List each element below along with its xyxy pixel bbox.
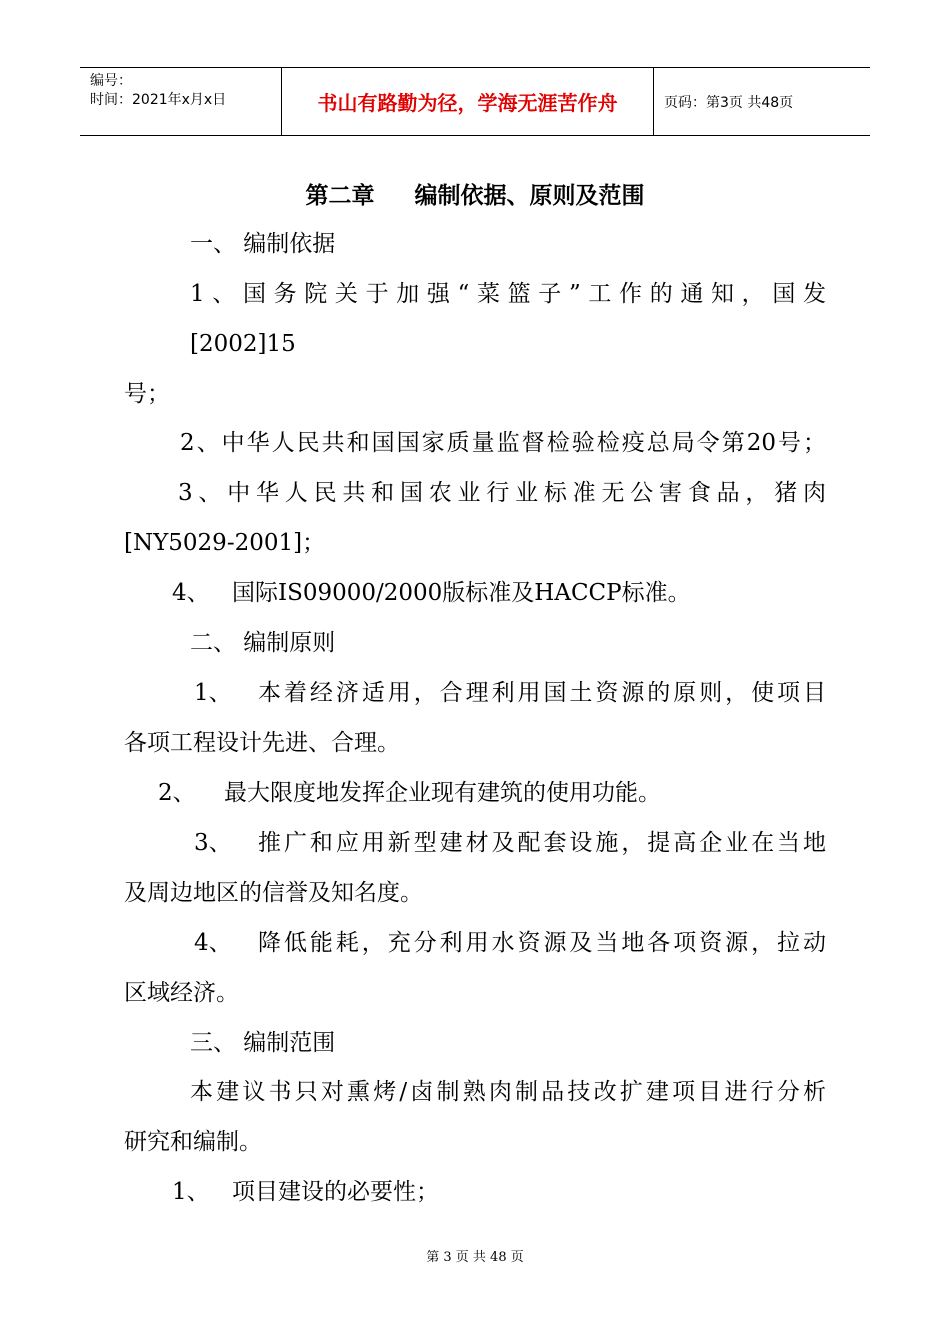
scope-paragraph-cont: 研究和编制。 bbox=[124, 1129, 262, 1155]
document-header bbox=[80, 67, 870, 136]
basis-item-2: 2、中华人民共和国国家质量监督检验检疫总局令第20号； bbox=[180, 430, 826, 456]
basis-item-1-end: 号； bbox=[124, 381, 170, 407]
scope-paragraph: 本建议书只对熏烤/卤制熟肉制品技改扩建项目进行分析 bbox=[190, 1079, 826, 1105]
chapter-title bbox=[0, 178, 950, 214]
basis-item-4-num: 4、 bbox=[172, 580, 210, 606]
page-footer: 第 3 页 共 48 页 bbox=[426, 1250, 524, 1265]
principle-item-2: 最大限度地发挥企业现有建筑的使用功能。 bbox=[224, 780, 661, 806]
section-heading-basis: 一、 编制依据 bbox=[190, 231, 336, 257]
section-heading-principles: 二、 编制原则 bbox=[190, 630, 336, 656]
header-number-label: 编号： bbox=[90, 73, 132, 89]
principle-item-1-num: 1、 bbox=[194, 680, 232, 706]
header-meta bbox=[80, 68, 282, 135]
principle-item-1: 本着经济适用，合理利用国土资源的原则，使项目 bbox=[258, 680, 826, 706]
scope-item-1: 项目建设的必要性； bbox=[232, 1179, 439, 1205]
principle-item-3: 推广和应用新型建材及配套设施，提高企业在当地 bbox=[258, 830, 826, 856]
principle-item-3-num: 3、 bbox=[194, 830, 232, 856]
chapter-heading: 编制依据、原则及范围 bbox=[414, 183, 645, 209]
basis-item-3: 3、中华人民共和国农业行业标准无公害食品，猪肉 bbox=[178, 480, 826, 506]
principle-item-4-cont: 区域经济。 bbox=[124, 980, 239, 1006]
scope-item-1-num: 1、 bbox=[172, 1179, 210, 1205]
header-page-info: 页码：第3页 共48页 bbox=[664, 94, 794, 111]
basis-item-1: 1、国务院关于加强“菜篮子”工作的通知，国发 bbox=[190, 281, 826, 307]
principle-item-4: 降低能耗，充分利用水资源及当地各项资源，拉动 bbox=[258, 930, 826, 956]
header-date: 时间：2021年x月x日 bbox=[90, 92, 227, 108]
basis-item-4: 国际IS09000/2000版标准及HACCP标准。 bbox=[232, 580, 691, 606]
header-motto: 书山有路勤为径，学海无涯苦作舟 bbox=[282, 68, 654, 135]
principle-item-3-cont: 及周边地区的信誉及知名度。 bbox=[124, 880, 423, 906]
section-heading-scope: 三、 编制范围 bbox=[190, 1030, 336, 1056]
principle-item-2-num: 2、 bbox=[158, 780, 196, 806]
basis-item-3-cont: [NY5029-2001]； bbox=[124, 530, 326, 556]
principle-item-1-cont: 各项工程设计先进、合理。 bbox=[124, 730, 400, 756]
chapter-number: 第二章 bbox=[305, 183, 375, 209]
principle-item-4-num: 4、 bbox=[194, 930, 232, 956]
basis-item-1-cont: [2002]15 bbox=[190, 331, 296, 357]
